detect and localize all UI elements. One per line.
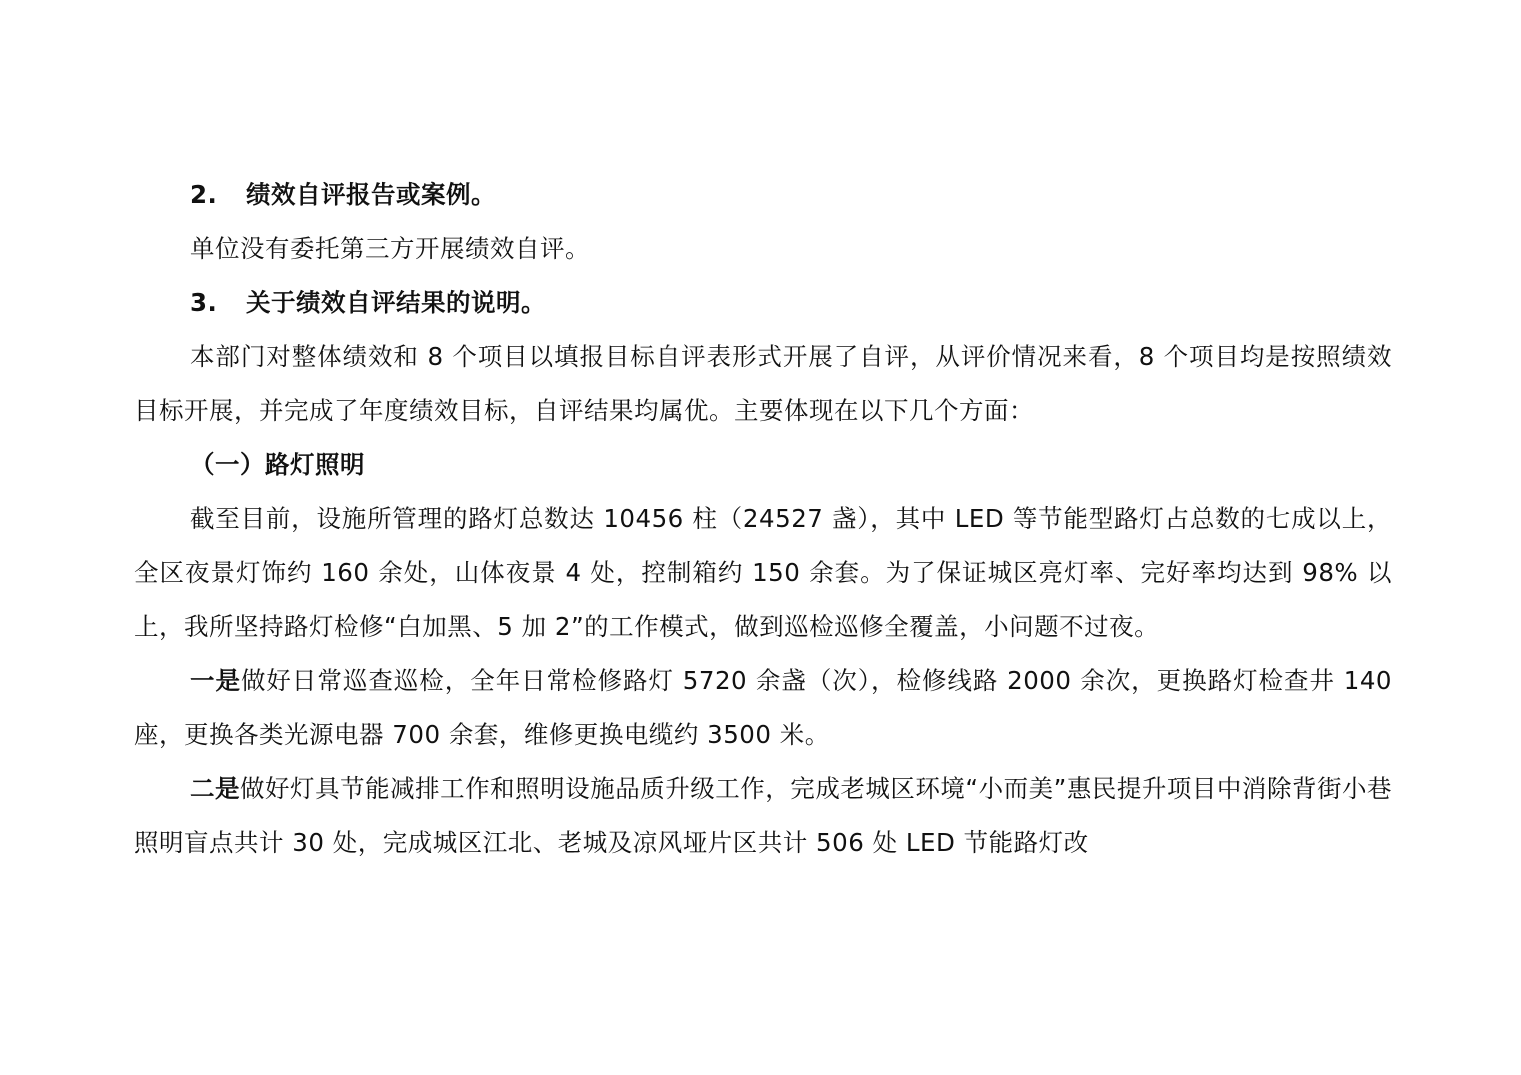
paragraph-daily-inspection [134,654,1392,762]
paragraph-third-party: 单位没有委托第三方开展绩效自评。 [190,234,590,263]
paragraph-self-evaluation: 本部门对整体绩效和 8 个项目以填报目标自评表形式开展了自评，从评价情况来看，8 个项目均是按照绩效目标开展，并完成了年度绩效目标，自评结果均属优。主要体现在以下几个方面： [134,342,1392,425]
paragraph-text: 做好日常巡查巡检，全年日常检修路灯 5720 余盏（次），检修线路 2000 余次，更换路灯检查井 140 座，更换各类光源电器 700 余套，维修更换电缆约 3500 米。 [134,666,1392,749]
paragraph-lead: 一是 [190,666,241,695]
section-title: 绩效自评报告或案例。 [246,180,496,209]
paragraph-text: 做好灯具节能减排工作和照明设施品质升级工作，完成老城区环境“小而美”惠民提升项目中消除背街小巷照明盲点共计 30 处，完成城区江北、老城及凉风垭片区共计 506 处 LED 节能路灯改 [134,774,1392,857]
section-number: 3. [190,288,218,317]
paragraph-lead: 二是 [190,774,241,803]
paragraph-street-light-overview: 截至目前，设施所管理的路灯总数达 10456 柱（24527 盏），其中 LED 等节能型路灯占总数的七成以上，全区夜景灯饰约 160 余处，山体夜景 4 处，控制箱约 150 余套。为了保证城区亮灯率、完好率均达到 98% 以上，我所坚持路灯检修“白加黑、5 加 2”的工作模式，做到巡检巡修全覆盖，小问题不过夜。 [134,504,1392,641]
section-heading-2 [134,168,1392,222]
section-title: 关于绩效自评结果的说明。 [246,288,546,317]
section-number: 2. [190,180,218,209]
subheading-street-lighting: （一）路灯照明 [190,450,365,479]
document-body [134,168,1392,870]
section-heading-3 [134,276,1392,330]
paragraph-energy-saving [134,762,1392,870]
